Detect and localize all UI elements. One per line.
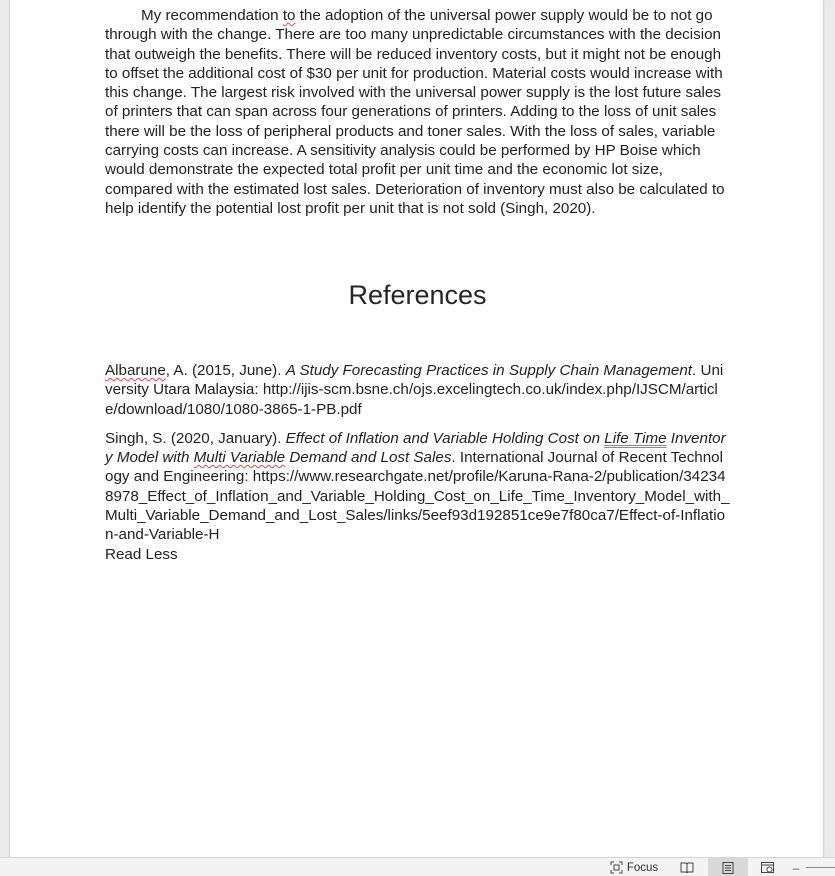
focus-icon [610, 861, 623, 874]
references-heading: References [348, 280, 487, 310]
reference-title-part: Inventory Model with [105, 429, 726, 467]
reference-entry-albarune [105, 361, 730, 419]
references-list [105, 361, 730, 564]
zoom-slider[interactable] [806, 867, 835, 868]
reference-title-part: Demand and Lost Sales [285, 449, 452, 467]
flagged-word-to[interactable]: to [282, 7, 296, 24]
status-bar [0, 857, 835, 876]
flagged-phrase-multi-variable[interactable]: Multi Variable [193, 449, 286, 467]
web-layout-button[interactable] [756, 858, 778, 876]
zoom-out-button[interactable]: – [792, 860, 800, 875]
focus-button[interactable] [607, 858, 661, 876]
reference-source: . University Utara Malaysia: http://ijis-scm.bsne.ch/ojs.excelingtech.co.uk/index.php/IJSCM/article/download/1080/1080-3865-1-PB.pdf [105, 362, 724, 418]
body-paragraph [105, 6, 730, 218]
paragraph-text-2: the adoption of the universal power supply would be to not go through with the change. There are too many unpredictable circumstances with the decision that outweigh the benefits. There will be reduced inventory costs, but it might not be enough to offset the additional cost of $30 per unit for production. Material costs would increase with this change. The largest risk involved with the universal power supply is the lost future sales of printers that can span across four generations of printers. Adding to the loss of unit sales there will be the loss of peripheral products and toner sales. With the loss of sales, variable carrying costs can increase. A sensitivity analysis could be performed by HP Boise which would demonstrate the expected total profit per unit time and the economic lot size, compared with the estimated lost sales. Deterioration of inventory must also be calculated to help identify the potential lost profit per unit that is not sold (Singh, 2020). [105, 7, 725, 217]
print-layout-icon [722, 862, 734, 874]
reference-title: A Study Forecasting Practices in Supply Chain Management [285, 362, 693, 379]
reference-entry-singh [105, 429, 730, 545]
focus-label: Focus [626, 861, 659, 874]
reference-title-part: Effect of Inflation and Variable Holding Cost on [285, 429, 605, 447]
reference-source: . International Journal of Recent Technology and Engineering: https://www.researchgate.net/profile/Karuna-Rana-2/publication/342348978_Effect_of_Inflation_and_Variable_Holding_Cost_on_Life_Time_Inventory_Model_with_Multi_Variable_Demand_and_Lost_Sales/links/5eef93d192851ce9e7f80ca7/Effect-of-Inflation-and-Variable-H [105, 449, 730, 544]
reference-author: , A. (2015, June). [165, 362, 286, 379]
read-mode-button[interactable] [676, 858, 698, 876]
paragraph-text-1: My recommendation [141, 7, 283, 24]
flagged-word-albarune[interactable]: Albarune [105, 362, 166, 379]
print-layout-button[interactable] [708, 858, 748, 876]
read-less-text: Read Less [105, 545, 178, 563]
document-page[interactable] [9, 0, 824, 857]
reference-author: Singh, S. (2020, January). [105, 429, 286, 447]
web-layout-icon [761, 862, 774, 874]
flagged-phrase-life-time[interactable]: Life Time [604, 429, 667, 447]
read-mode-icon [680, 862, 694, 873]
